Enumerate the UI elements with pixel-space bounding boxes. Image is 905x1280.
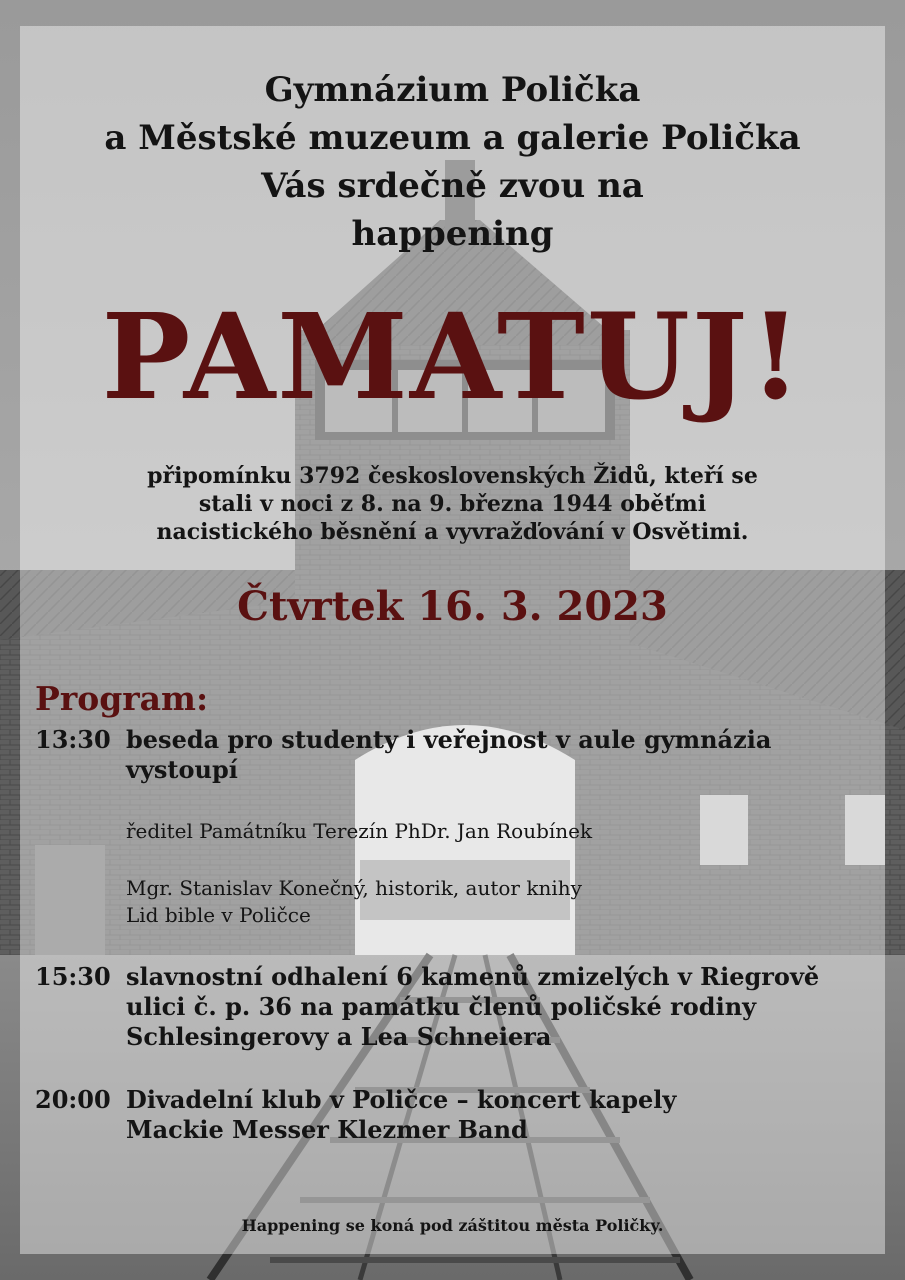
program-item-1-line-2: vystoupí [126,755,238,784]
program-item-1-line-1: beseda pro studenty i veřejnost v aule gymnázia [126,725,772,754]
intro-line-1: připomínku 3792 československých Židů, kteří se [147,463,758,489]
program-item-3-line-2: Mackie Messer Klezmer Band [126,1115,528,1144]
speaker-2-line-2: Lid bible v Poličce [126,903,311,927]
program-item-1-title [126,725,886,785]
intro-line-2: stali v noci z 8. na 9. března 1944 oběťmi [198,491,707,517]
program-item-1-speaker-1: ředitel Památníku Terezín PhDr. Jan Roubínek [126,819,593,843]
program-item-2-time: 15:30 [35,962,111,991]
program-item-2-line-3: Schlesingerovy a Lea Schneiera [126,1022,552,1051]
program-item-2-line-1: slavnostní odhalení 6 kamenů zmizelých v Riegrově [126,962,820,991]
organizer-line-2: a Městské muzeum a galerie Polička [104,118,801,158]
speaker-2-line-1: Mgr. Stanislav Konečný, historik, autor knihy [126,876,582,900]
program-item-2-line-2: ulici č. p. 36 na památku členů poličské rodiny [126,992,757,1021]
program-item-1-time: 13:30 [35,725,111,754]
program-item-3-line-1: Divadelní klub v Poličce – koncert kapely [126,1085,677,1114]
program-heading: Program: [35,679,209,718]
intro-text [60,462,845,546]
program-item-2-title [126,962,886,1052]
event-type: happening [351,214,554,254]
event-date: Čtvrtek 16. 3. 2023 [237,583,668,630]
poster-title: PAMATUJ! [101,287,804,426]
program-item-3-time: 20:00 [35,1085,111,1114]
organizer-line-1: Gymnázium Polička [264,70,641,110]
invitation-line: Vás srdečně zvou na [261,166,644,206]
patronage-note: Happening se koná pod záštitou města Poličky. [241,1216,664,1235]
intro-line-3: nacistického běsnění a vyvražďování v Osvětimi. [156,519,749,545]
program-item-1-speaker-2 [126,875,846,929]
program-item-3-title [126,1085,886,1145]
